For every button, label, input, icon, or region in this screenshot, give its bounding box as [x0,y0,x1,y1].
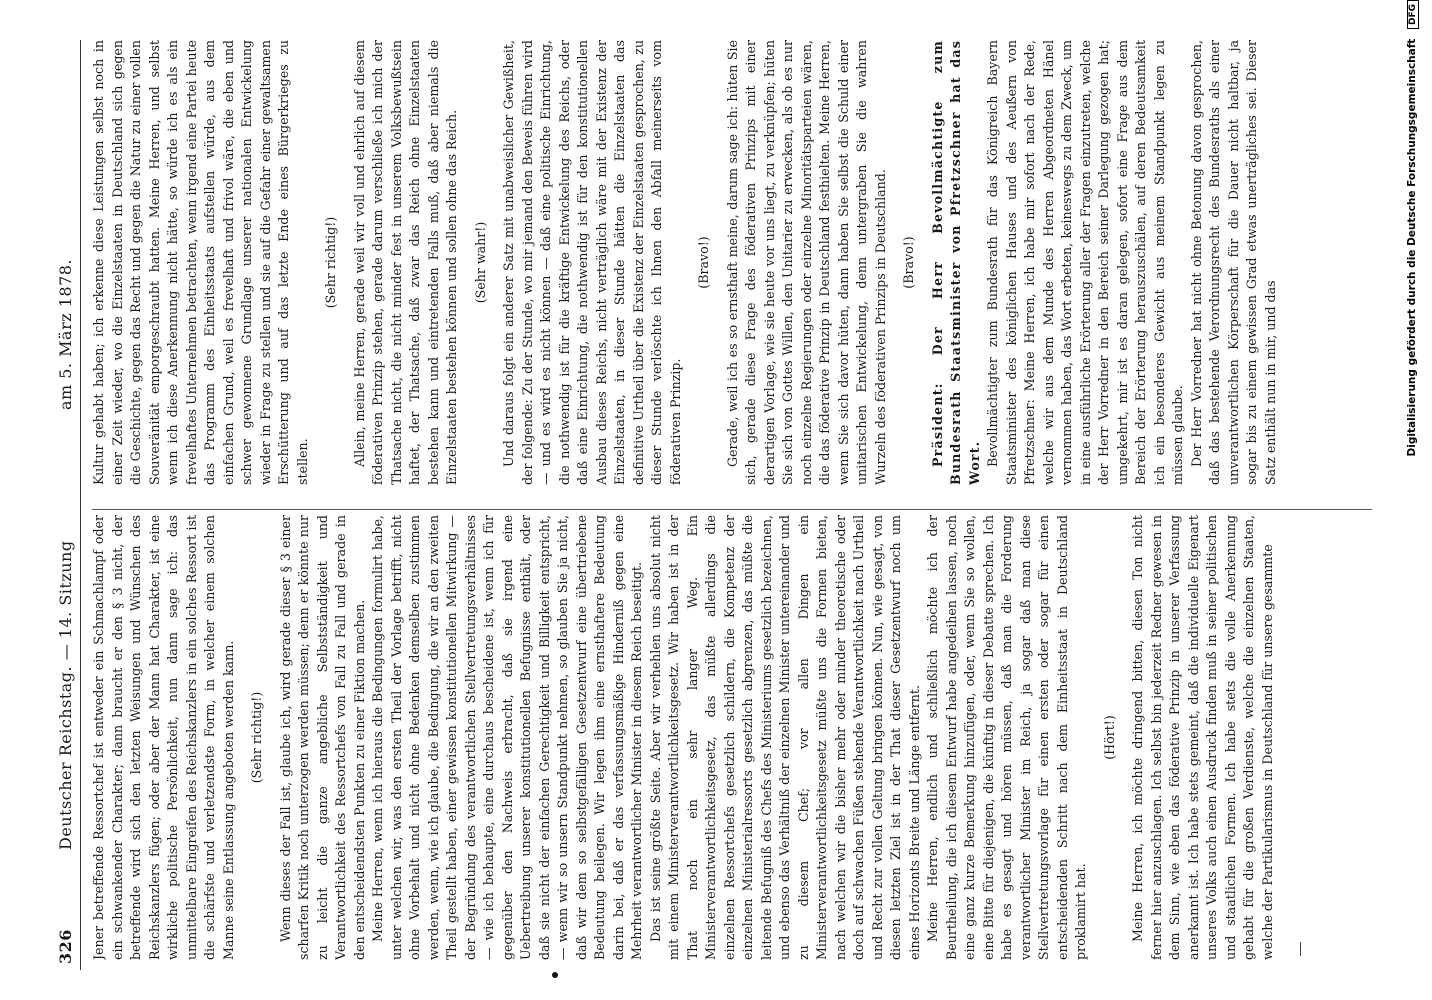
column-divider [92,509,1372,510]
paragraph: Jener betreffende Ressortchef ist entweder ein Schmachlampf oder ein schwankender Charakter; dann braucht er den § 3 nicht, der betreffende wird sich den letzten Weisungen und Wünschen des Reichskanzlers fügen; oder aber der Mann hat Charakter, ist eine wirkliche politische Persönlichkeit, nun dann sage ich: das unmittelbare Eingreifen des Reichskanzlers in ein solches Ressort ist die schärfste und verletzendste Form, in welcher einem solchen Manne seine Entlassung angeboten werden kann. [91,515,236,960]
paragraph: Allein, meine Herren, gerade weil wir voll und ehrlich auf diesem föderativen Prinzip stehen, gerade darum verschließe ich mich der Thatsache nicht, die nicht minder fest in unserem Volksbewußtsein haftet, der Thatsache, daß zwar das Reich ohne Einzelstaaten bestehen kann und eintretenden Falls muß, daß aber niemals die Einzelstaaten bestehen können und sollen ohne das Reich. [351,40,459,485]
scan-artifact-dot [552,972,558,978]
page-number: 326 [56,929,75,964]
paragraph: Wenn dieses der Fall ist, glaube ich, wird gerade dieser § 3 einer scharfen Kritik noch unterzogen werden müssen; denn er könnte nur zu leicht die ganze angebliche Selbstständigkeit und Verantwortlichkeit des Ressortchefs von Fall zu Fall und gerade in den entscheidendsten Punkten zu einer Fiktion machen. [277,515,367,960]
paragraph: Und daraus folgt ein anderer Satz mit unabweislicher Gewißheit, der folgende: Zu der Stunde, wo mir jemand den Beweis führen wird — und es wird es nicht können — daß eine politische Einrichtung, die nothwendig ist für die kräftige Entwickelung des Reichs, oder daß eine Einrichtung, die nothwendig ist für den konstitutionellen Ausbau dieses Reichs, nicht verträglich wäre mit der Existenz der Einzelstaaten, in dieser Stunde hätten die Einzelstaaten das definitive Urtheil über die Existenz der Einzelstaaten gesprochen, zu dieser Stunde verlöschte ich Ihnen den Abfall meinerseits vom föderativen Prinzip. [501,40,683,485]
paragraph: Bevollmächtigter zum Bundesrath für das Königreich Bayern Staatsminister des königlichen Hauses und des Aeußern von Pfretzschner: Meine Herren, ich habe mir sofort nach der Rede, welche wir aus dem Munde des Herren Abgeordneten Hänel vernommen haben, das Wort erbeten, keineswegs zu dem Zweck, um in eine ausführliche Erörterung aller der Fragen einzutreten, welche der Herr Vorredner in den Bereich seiner Darlegung gezogen hat; umgekehrt, mir ist es daran gelegen, sofort eine Frage aus dem Bereich der Erörterung herauszuschälen, auf deren Bedeutsamkeit ich ein besonderes Gewicht aus meinem Standpunkt legen zu müssen glaube. [985,40,1185,485]
paragraph: Der Herr Vorredner hat nicht ohne Betonung davon gesprochen, daß das bestehende Verordnungsrecht des Bundesraths als einer unverantwortlichen Körperschaft für die Dauer nicht haltbar, ja sogar bis zu einem gewissen Grad etwas unerträgliches sei. Dieser Satz enthält nun in mir, und das [1188,40,1278,485]
speaker-line: Präsident: Der Herr Bevollmächtigte zum Bundesrath Staatsminister von Pfretzschner hat das Wort. [929,40,982,485]
running-head-right: am 5. März 1878. [56,258,75,410]
interjection: (Bravo!) [901,236,916,289]
dfg-logo: DFG [1407,0,1419,29]
interjection: (Sehr richtig!) [249,691,264,784]
interjection: (Sehr wahr!) [472,221,488,304]
running-head-left: Deutscher Reichstag. — 14. Sitzung [56,540,75,850]
interjection: (Sehr richtig!) [323,216,338,309]
interjection: (Bravo!) [696,236,711,289]
left-column [90,515,1380,960]
scan-artifact-mark [1300,942,1301,956]
page-header [52,40,81,970]
interjection: (Hört!) [1101,715,1117,760]
digitization-credit [1406,0,1419,760]
credit-text: Digitalisierung gefördert durch die Deutsche Forschungsgemeinschaft [1406,38,1418,457]
paragraph: Gerade, weil ich es so ernsthaft meine, darum sage ich: hüten Sie sich, gerade diese Frage des föderativen Prinzips mit einer derartigen Vorlage, wie sie heute vor uns liegt, zu verknüpfen; hüten Sie sich von Gottes Willen, den Unitarier zu erwecken, als ob es nur noch einzelne Regierungen oder einzelne Minoritätsparteien wären, die das föderative Prinzip in Deutschland festhielten. Meine Herren, wenn Sie sich davor hüten, dann haben Sie selbst die Schuld einer unitarischen Entwickelung, denn untergraben Sie die wahren Wurzeln des föderativen Prinzips in Deutschland. [724,40,888,485]
paragraph: Meine Herren, endlich und schließlich möchte ich der Beurtheilung, die ich diesem Entwurf habe angedeihen lassen, noch eine ganz kurze Bemerkung hinzufügen, oder, wenn Sie so wollen, eine Bitte für diejenigen, die künftig in dieser Debatte sprechen. Ich habe es gesagt und hören müssen, daß man die Forderung verantwortlicher Minister im Reich, ja sogar daß man diese Stellvertretungsvorlage für einen ersten oder sogar für einen entscheidenden Schritt nach dem Einheitsstaat in Deutschland proklamirt hat. [925,515,1088,960]
paragraph: Kultur gehabt haben; ich erkenne diese Leistungen selbst noch in einer Zeit wieder, wo die Einzelstaaten in Deutschland sich gegen die Geschichte, gegen das Recht und gegen die Natur zu einer vollen Souveränität emporgeschraubt hatten. Meine Herren, und selbst wenn ich diese Anerkennung nicht hätte, so würde ich es als ein frevelhaftes Unternehmen betrachten, wenn irgend eine Partei heute das Programm des Einheitsstaats aufstellen würde, aus dem einfachen Grund, weil es frevelhaft und frivol wäre, die eben und schwer gewonnene Grundlage unserer nationalen Entwickelung wieder in Frage zu stellen und sie auf die Gefahr einer gewaltsamen Erschütterung und auf das letzte Ende eines Bürgerkrieges zu stellen. [91,40,310,485]
paragraph: Das ist seine größte Seite. Aber wir verhehlen uns absolut nicht mit einem Ministerverantwortlichkeitsgesetz. Wir haben ist in der That noch ein sehr langer Weg. Ein Ministerverantwortlichkeitsgesetz, das müßte allerdings die einzelnen Ressortchefs gesetzlich schildern, die Kompetenz der einzelnen Ministerialressorts gesetzlich abgrenzen, das müßte die leitende Befugniß des Chefs des Ministeriums gesetzlich bezeichnen, und ebenso das Verhältniß der einzelnen Minister untereinander und zu diesem Chef; vor allen Dingen ein Ministerverantwortlichkeitsgesetz müßte uns die Formen bieten, nach welchen wir die bisher mehr oder minder theoretische oder doch auf schwachen Füßen stehende Verantwortlichkeit nach Urtheil und Recht zur vollen Geltung bringen können. Nun, wie gesagt, von diesen letzten Ziel ist in der That dieser Gesetzentwurf noch um eines Horizonts Breite und Länge entfernt. [647,515,922,960]
paragraph: Meine Herren, ich möchte dringend bitten, diesen Ton nicht ferner hier anzuschlagen. Ich selbst bin jederzeit Redner gewesen in dem Sinn, wie eben das föderative Prinzip in unserer Verfassung anerkannt ist. Ich habe stets gemeint, daß die individuelle Eigenart unseres Volks auch einen Ausdruck finden muß in seiner politischen und staatlichen Formen. Ich habe stets die volle Anerkennung gehabt für die großen Verdienste, welche die einzelnen Staaten, welche der Partikularismus in Deutschland für unsere gesammte [1130,515,1275,960]
right-column [90,40,1380,485]
paragraph: Meine Herren, wenn ich hieraus die Bedingungen formulirt habe, unter welchen wir, was den ersten Theil der Vorlage betrifft, nicht ohne Vorbehalt und nicht ohne Bedenken demselben zustimmen werden, wenn, wie ich glaube, die Bedingung, die wir an den zweiten Theil gestellt haben, einer gewissen konstitutionellen Mitwirkung — der Begründung des verantwortlichen Stellvertretungsverhältnisses — wie ich behaupte, eine durchaus bescheidene ist, wenn ich für gegenüber den Nachweis erbracht, daß sie irgend eine Uebertreibung unserer konstitutionellen Befugnisse enthält, oder daß sie nicht der einfachen Gerechtigkeit und Billigkeit entspricht, — wenn wir so unsern Standpunkt nehmen, so glauben Sie ja nicht, daß wir dem so selbstgefälligen Gesetzentwurf eine übertriebene Bedeutung beilegen. Wir legen ihm eine ernsthaftere Bedeutung darin bei, daß er das verfassungsmäßige Hinderniß gegen eine Mehrheit verantwortlicher Minister in diesem Reich beseitigt. [370,515,644,960]
